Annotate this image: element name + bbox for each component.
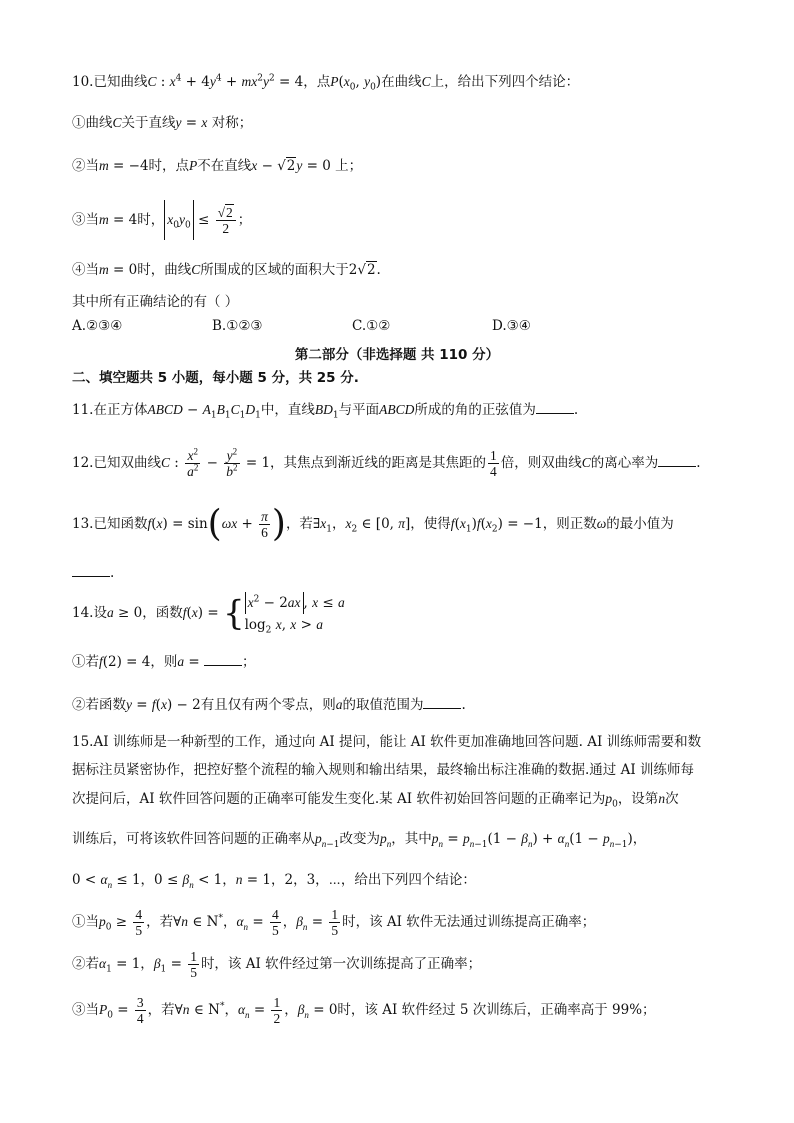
q10-question: 其中所有正确结论的有（ ） bbox=[72, 294, 239, 310]
q11: 11.在正方体ABCD − $A_1B_1C_1D_1$中，直线$BD_1$与平面ABCD所成的角的正弦值为 . bbox=[72, 402, 579, 421]
q10-conclusion-1: ①曲线C关于直线y = x 对称； bbox=[72, 115, 253, 131]
option-c: C.①② bbox=[352, 318, 391, 334]
q14-part-1: ①若f(2) = 4，则a = ； bbox=[72, 654, 256, 670]
q15-line-5: $0 < \alpha_n \le 1$，$0 \le \beta_n < 1$，n = 1，2，3，⋯，给出下列四个结论： bbox=[72, 872, 476, 890]
q15-line-3: 次提问后，AI 软件回答问题的正确率可能发生变化.某 AI 软件初始回答问题的正确率记为$p_0$，设第n次 bbox=[72, 791, 679, 810]
q10-stem: 10.已知曲线C : $x^4 + 4y^4 + mx^2y^2 = 4$，点$P(x_0$, $y_0$)在曲线C上，给出下列四个结论： bbox=[72, 73, 580, 93]
section-heading: 二、填空题共 5 小题，每小题 5 分，共 25 分. bbox=[72, 370, 359, 386]
q13: 13.已知函数f(x) = sin(ωx + $\frac{\pi}{6}$ )，若$\exists x_1$，$x_2$ ∈ [0, π]，使得$f(x_1)f(x_2) = -1$，则正数ω的最小值为 bbox=[72, 503, 674, 545]
q15-line-2: 据标注员紧密协作，把控好整个流程的输入规则和输出结果，最终输出标注准确的数据.通过 AI 训练师每 bbox=[72, 762, 694, 778]
q10-conclusion-2: ②当m = −4时，点P不在直线x − √2y = 0 上； bbox=[72, 158, 363, 174]
part-two-heading: 第二部分（非选择题 共 110 分） bbox=[294, 347, 500, 363]
q15-conclusion-2: ②若$\alpha_1 = 1$，$\beta_1$ = $\frac{1}{5}$ 时，该 AI 软件经过第一次训练提高了正确率； bbox=[72, 949, 482, 980]
q14-part-2: ②若函数y = f(x) − 2有且仅有两个零点，则a的取值范围为 . bbox=[72, 697, 466, 713]
q15-conclusion-3: ③当$P_0$ = $\frac{3}{4}$ ，若∀n ∈ N*，$\alpha_n$ = $\frac{1}{2}$ ，$\beta_n = 0$时，该 AI 软件经过 5 次训练后，正确率高于 99%； bbox=[72, 995, 656, 1026]
option-d: D.③④ bbox=[492, 318, 531, 334]
q15-conclusion-1: ①当$p_0$ ≥ $\frac{4}{5}$ ，若∀n ∈ N*，$\alpha_n$ = $\frac{4}{5}$ ，$\beta_n$ = $\frac{1}{5}$ 时，该 AI 软件无法通过训练提高正确率； bbox=[72, 907, 596, 938]
q10-conclusion-4: ④当m = 0时，曲线C所围成的区域的面积大于2√2. bbox=[72, 262, 381, 278]
q15-line-4: 训练后，可将该软件回答问题的正确率从$p_{n-1}$改变为$p_n$，其中$p_n = p_{n-1}(1 - \beta_n) + \alpha_n(1 - p_{n-1})$， bbox=[72, 831, 647, 850]
q13-answer-blank: . bbox=[72, 563, 114, 583]
q12: 12.已知双曲线C : $\frac{x^2}{a^2}$ − $\frac{y^2}{b^2}$ = 1，其焦点到渐近线的距离是其焦距的 $\frac{1}{4}$ 倍，则双曲线C的离心率为 . bbox=[72, 446, 701, 479]
option-a: A.②③④ bbox=[72, 318, 123, 334]
q15-line-1: 15.AI 训练师是一种新型的工作，通过向 AI 提问，能让 AI 软件更加准确地回答问题. AI 训练师需要和数 bbox=[72, 734, 702, 750]
q10-conclusion-3: ③当m = 4时， $x_0y_0$ ≤ $\frac{√2}{2}$ ； bbox=[72, 200, 251, 240]
q14: 14.设a ≥ 0，函数f(x) = { $x^2 - 2ax$ , x ≤ a $\log_2 x$, x > a bbox=[72, 593, 345, 636]
option-b: B.①②③ bbox=[212, 318, 263, 334]
